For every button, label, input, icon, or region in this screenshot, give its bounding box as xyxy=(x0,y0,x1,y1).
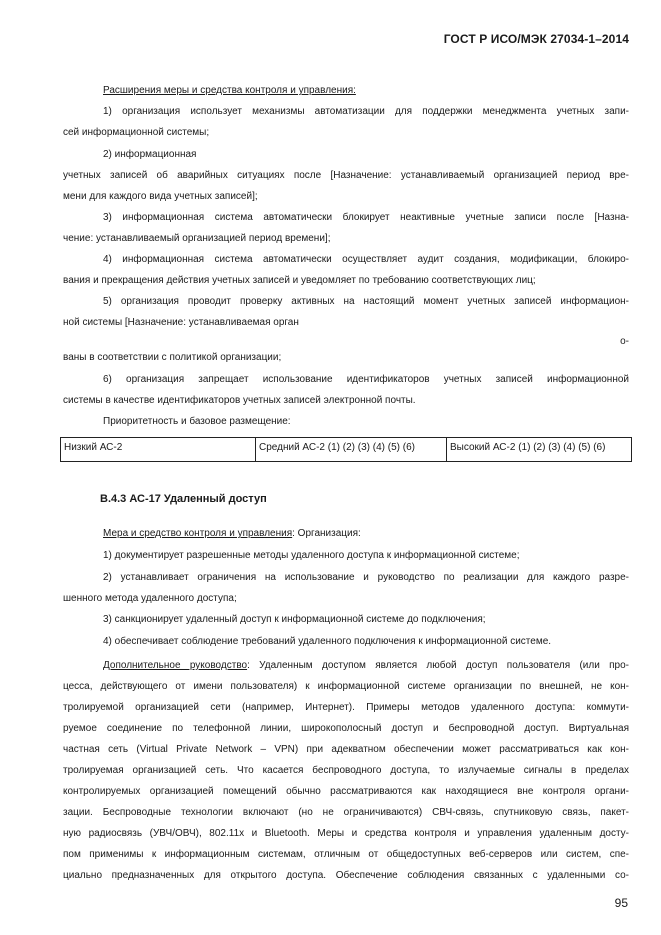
text-line: мени для каждого вида учетных записей]; xyxy=(63,191,258,202)
text-line: 5) организация проводит проверку активных на настоящий момент учетных записей информацион- xyxy=(103,296,629,307)
section-heading: В.4.3 АС-17 Удаленный доступ xyxy=(100,493,267,505)
list-item: 2) устанавливает ограничения на использование и руководство по реализации для каждого разре- xyxy=(103,572,629,583)
intro-label: Мера и средство контроля и управления xyxy=(103,528,293,539)
list-item: шенного метода удаленного доступа; xyxy=(63,593,237,604)
priority-mid-cell: Средний АС-2 (1) (2) (3) (4) (5) (6) xyxy=(256,438,447,462)
document-header: ГОСТ Р ИСО/МЭК 27034-1–2014 xyxy=(443,32,629,46)
priority-table xyxy=(60,437,632,462)
table-row xyxy=(61,438,632,462)
text-line: тролируемая организацией сеть. Что касается беспроводного доступа, то излучаемые сигналы в пределах xyxy=(63,765,629,776)
text-line: частная сеть (Virtual Private Network – VPN) при адекватном обеспечении может рассматриваться как кон- xyxy=(63,744,629,755)
text-line: вания и прекращения действия учетных записей и уведомляет по требованию соответствующих лиц; xyxy=(63,275,536,286)
text-line: ной системы [Назначение: устанавливаемая орган xyxy=(63,317,299,328)
text-line: ваны в соответствии с политикой организации; xyxy=(63,352,282,363)
page-number: 95 xyxy=(614,896,628,910)
priority-label: Приоритетность и базовое размещение: xyxy=(103,416,291,427)
text-line: 1) организация использует механизмы автоматизации для поддержки менеджмента учетных запи- xyxy=(103,106,629,117)
list-item: 1) документирует разрешенные методы удаленного доступа к информационной системе; xyxy=(103,550,520,561)
text-line: чение: устанавливаемый организацией период времени]; xyxy=(63,233,331,244)
list-item: 3) санкционирует удаленный доступ к информационной системе до подключения; xyxy=(103,614,486,625)
text-line: 3) информационная система автоматически блокирует неактивные учетные записи после [Назна- xyxy=(103,212,629,223)
text-line: 4) информационная система автоматически осуществляет аудит создания, модификации, блокиро- xyxy=(103,254,629,265)
intro-rest: : Организация: xyxy=(292,528,361,539)
text-line: руемое соединение по телефонной линии, широкополосный доступ и беспроводной доступ. Виртуальная xyxy=(63,723,629,734)
section-intro xyxy=(103,528,661,540)
text-line: 2) информационная xyxy=(103,149,197,160)
list-item: 4) обеспечивает соблюдение требований удаленного подключения к информационной системе. xyxy=(103,636,552,647)
text-line: сей информационной системы; xyxy=(63,127,210,138)
text-line: зации. Беспроводные технологии включают (но не ограничиваются) СВЧ-связь, спутниковую связь, пакет- xyxy=(63,807,629,818)
priority-high-cell: Высокий АС-2 (1) (2) (3) (4) (5) (6) xyxy=(447,438,632,462)
text-line: 6) организация запрещает использование идентификаторов учетных записей информационной xyxy=(103,374,629,385)
text-line: цесса, действующего от имени пользователя) к информационной системе организации по внешней, не кон- xyxy=(63,681,629,692)
text-line: контролируемых организацией помещений обычно рассматриваются как находящиеся вне контроля органи- xyxy=(63,786,629,797)
enhancements-title: Расширения меры и средства контроля и управления: xyxy=(103,85,356,96)
text-line: учетных записей об аварийных ситуациях после [Назначение: устанавливаемый организацией период вре- xyxy=(63,170,629,181)
guidance-first-line xyxy=(103,660,629,672)
text-line: циально предназначенных для открытого доступа. Обеспечение соблюдения связанных с удаленными со- xyxy=(63,870,629,881)
text-line: системы в качестве идентификаторов учетных записей электронной почты. xyxy=(63,395,416,406)
guidance-rest: : Удаленным доступом является любой доступ пользователя (или про- xyxy=(247,660,629,671)
guidance-label: Дополнительное руководство xyxy=(103,660,248,671)
text-line: пом применимы к информационным системам, отличным от общедоступных веб-серверов или систем, спе- xyxy=(63,849,629,860)
text-fragment: о- xyxy=(620,336,629,347)
text-line: тролируемой организацией сети (например, Интернет). Примеры методов удаленного доступа: коммути- xyxy=(63,702,629,713)
priority-low-cell: Низкий АС-2 xyxy=(61,438,256,462)
text-line: ную радиосвязь (УВЧ/ОВЧ), 802.11x и Bluetooth. Меры и средства контроля и управления удаленным досту- xyxy=(63,828,629,839)
